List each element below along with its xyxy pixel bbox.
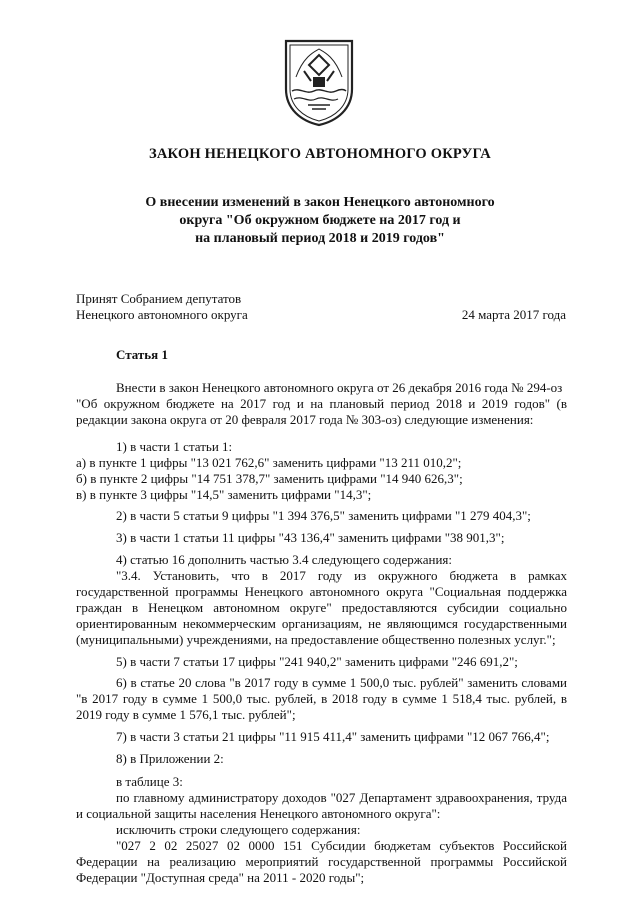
text-line: Внести в закон Ненецкого автономного округа от 26 декабря 2016 года № 294-оз (116, 380, 563, 395)
text-line: "Об окружном бюджете на 2017 год и на плановый период 2018 и 2019 годов" (в (76, 396, 567, 411)
subtitle-line: О внесении изменений в закон Ненецкого автономного (145, 195, 495, 210)
text-line: государственной программы Ненецкого автономного округа "Социальная поддержка (76, 584, 567, 599)
text-line: и социальной защиты населения Ненецкого автономного округа": (76, 806, 441, 821)
text-line: 2019 году в сумме 1 576,1 тыс. рублей"; (76, 707, 296, 722)
adopted-line: Ненецкого автономного округа (76, 307, 248, 322)
text-line: Федерации "Доступная среда" на 2011 - 2020 годы"; (76, 870, 365, 885)
text-line: 7) в части 3 статьи 21 цифры "11 915 411,4" заменить цифрами "12 067 766,4"; (116, 729, 550, 744)
text-line: 4) статью 16 дополнить частью 3.4 следующего содержания: (116, 552, 453, 567)
coat-of-arms (282, 37, 356, 127)
text-line: 3) в части 1 статьи 11 цифры "43 136,4" заменить цифрами "38 901,3"; (116, 530, 505, 545)
text-line: а) в пункте 1 цифры "13 021 762,6" заменить цифрами "13 211 010,2"; (76, 455, 462, 470)
text-line: исключить строки следующего содержания: (116, 822, 361, 837)
subtitle-line: на плановый период 2018 и 2019 годов" (195, 231, 445, 246)
law-title: ЗАКОН НЕНЕЦКОГО АВТОНОМНОГО ОКРУГА (149, 146, 491, 162)
text-line: "в 2017 году в сумме 1 500,0 тыс. рублей, в 2018 году в сумме 1 518,4 тыс. рублей, в (76, 691, 567, 706)
text-line: "027 2 02 25027 02 0000 151 Субсидии бюджетам субъектов Российской (116, 838, 567, 853)
adopted-by (76, 291, 248, 323)
adopted-line: Принят Собранием депутатов (76, 291, 242, 306)
text-line: б) в пункте 2 цифры "14 751 378,7" заменить цифрами "14 940 626,3"; (76, 471, 463, 486)
text-line: 1) в части 1 статьи 1: (116, 439, 233, 454)
text-line: 2) в части 5 статьи 9 цифры "1 394 376,5" заменить цифрами "1 279 404,3"; (116, 508, 531, 523)
nenets-coat-of-arms-icon (282, 37, 356, 127)
law-subtitle (60, 194, 580, 248)
text-line: редакции закона округа от 20 февраля 2017 года № 303-оз) следующие изменения: (76, 412, 534, 427)
text-line: 5) в части 7 статьи 17 цифры "241 940,2" заменить цифрами "246 691,2"; (116, 654, 518, 669)
text-line: (муниципальными) учреждениями, на предоставление общественно полезных услуг."; (76, 632, 556, 647)
text-line: ориентированным некоммерческим организациям, не являющимся государственными (76, 616, 567, 631)
text-line: Федерации на реализацию мероприятий государственной программы Российской (76, 854, 567, 869)
text-line: в таблице 3: (116, 774, 183, 789)
text-line: в) в пункте 3 цифры "14,5" заменить цифрами "14,3"; (76, 487, 372, 502)
text-line: граждан в Ненецком автономном округе" предоставляются субсидии социально (76, 600, 567, 615)
subtitle-line: округа "Об окружном бюджете на 2017 год и (179, 213, 461, 228)
text-line: 8) в Приложении 2: (116, 751, 224, 766)
article-heading: Статья 1 (116, 347, 168, 362)
text-line: по главному администратору доходов "027 Департамент здравоохранения, труда (116, 790, 567, 805)
adoption-date: 24 марта 2017 года (461, 307, 566, 322)
text-line: 6) в статье 20 слова "в 2017 году в сумме 1 500,0 тыс. рублей" заменить словами (116, 675, 567, 690)
text-line: "3.4. Установить, что в 2017 году из окружного бюджета в рамках (116, 568, 567, 583)
